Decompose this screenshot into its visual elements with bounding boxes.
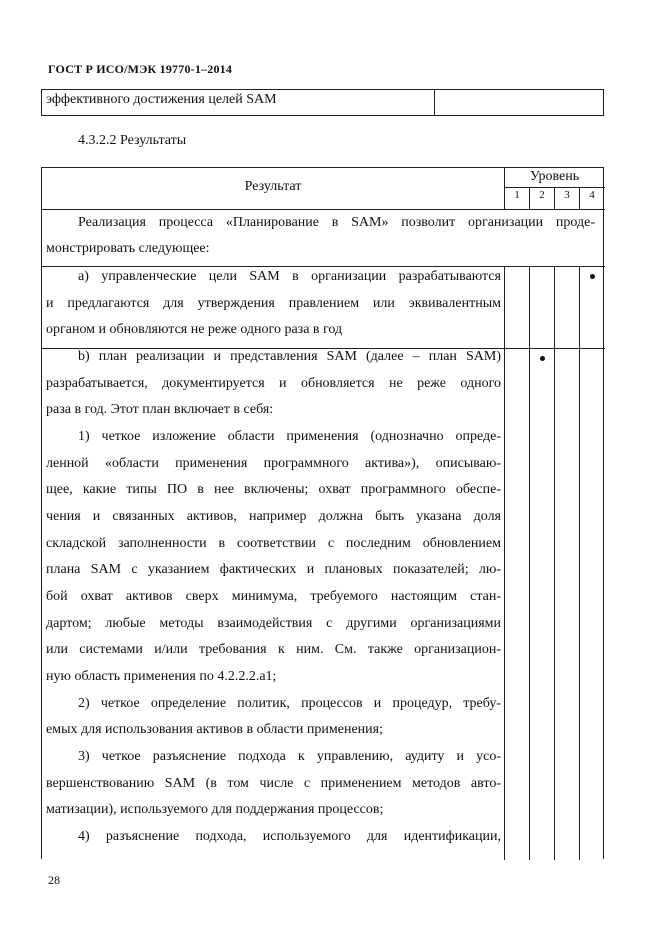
row-b-line: 2) четкое определение политик, процессов и процедур, требу- xyxy=(78,696,501,711)
level-4-marker xyxy=(590,274,595,279)
continuation-text: эффективного достижения целей SAM xyxy=(46,92,277,107)
table-divider xyxy=(529,187,530,209)
row-a-line: а) управленческие цели SAM в организации разрабатываются xyxy=(78,269,501,284)
row-b-line: разрабатывается, документируется и обновляется не реже одного xyxy=(46,376,501,391)
column-header-level: Уровень xyxy=(529,169,580,184)
intro-line: Реализация процесса «Планирование в SAM» позволит организации проде- xyxy=(78,215,595,230)
level-number-4: 4 xyxy=(589,189,595,201)
level-2-marker xyxy=(540,356,545,361)
table-divider xyxy=(554,266,555,860)
row-b-line: дартом; любые методы взаимодействия с другими организациями xyxy=(46,616,501,631)
table-divider xyxy=(505,187,605,188)
level-number-3: 3 xyxy=(564,189,570,201)
column-header-result: Результат xyxy=(244,179,302,194)
table-divider xyxy=(579,266,580,860)
continuation-table-row xyxy=(41,89,604,116)
table-divider xyxy=(554,187,555,209)
row-b-line: 1) четкое изложение области применения (однозначно опреде- xyxy=(78,429,501,444)
table-divider xyxy=(504,266,505,860)
row-b-line: или системами и/или требования к ним. См. также организацион- xyxy=(46,642,501,657)
row-b-line: 4) разъяснение подхода, используемого для идентификации, xyxy=(78,829,501,844)
row-a-line: и предлагаются для утверждения правлением или эквивалентным xyxy=(46,296,501,311)
row-b-line: чения и связанных активов, например должна быть указана доля xyxy=(46,509,501,524)
row-b-line: b) план реализации и представления SAM (далее – план SAM) xyxy=(78,349,501,364)
level-number-1: 1 xyxy=(514,189,520,201)
table-divider xyxy=(579,187,580,209)
row-b-line: вершенствованию SAM (в том числе с применением методов авто- xyxy=(46,776,501,791)
row-b-line: бой охват активов сверх минимума, требуемого настоящим стан- xyxy=(46,589,501,604)
row-b-line: раза в год. Этот план включает в себя: xyxy=(46,402,274,417)
row-a-line: органом и обновляются не реже одного раза в год xyxy=(46,322,343,337)
row-b-line: плана SAM с указанием фактических и плановых показателей; лю- xyxy=(46,562,501,577)
table-divider xyxy=(529,266,530,860)
intro-line: монстрировать следующее: xyxy=(46,241,210,256)
row-b-line: щее, какие типы ПО в нее включены; охват программного обеспе- xyxy=(46,482,501,497)
page-number: 28 xyxy=(48,873,60,887)
table-divider xyxy=(504,168,505,209)
level-number-2: 2 xyxy=(539,189,545,201)
results-table xyxy=(41,167,604,859)
row-b-line: ную область применения по 4.2.2.2.а1; xyxy=(46,669,277,684)
row-b-line: емых для использования активов в области применения; xyxy=(46,722,383,737)
row-b-line: 3) четкое разъяснение подхода к управлению, аудиту и усо- xyxy=(78,749,501,764)
row-b-line: складской заполненности в соответствии с последним обновлением xyxy=(46,536,501,551)
row-b-line: ленной «области применения программного актива»), описываю- xyxy=(46,456,501,471)
section-title: 4.3.2.2 Результаты xyxy=(78,133,187,148)
row-b-line: матизации), используемого для поддержания процессов; xyxy=(46,802,384,817)
table-divider xyxy=(434,90,435,115)
document-header: ГОСТ Р ИСО/МЭК 19770-1–2014 xyxy=(48,62,233,76)
